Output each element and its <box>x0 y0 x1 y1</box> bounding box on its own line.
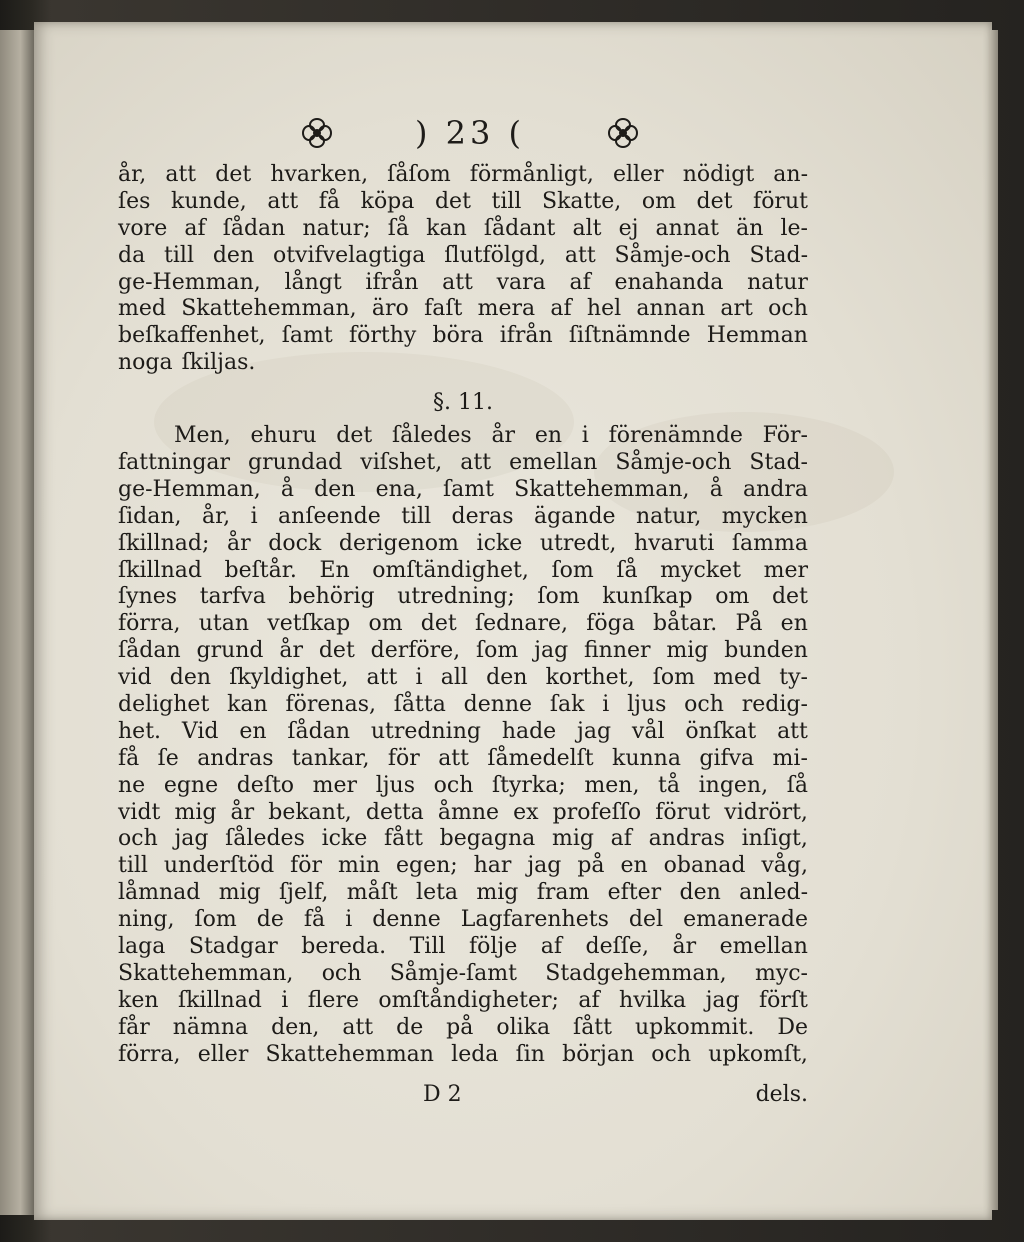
text-line: ſes kunde, att få köpa det till Skatte, om det förut <box>118 188 808 214</box>
text-line: fattningar grundad viſshet, att emellan Såmje-och Stad- <box>118 450 808 476</box>
text-line: ſådan grund år det derföre, ſom jag finner mig bunden <box>118 638 808 664</box>
text-line: ſkillnad; år dock derigenom icke utredt, hvaruti ſamma <box>118 530 808 556</box>
text-line: delighet kan förenas, ſåtta denne ſak i ljus och redig- <box>118 692 808 718</box>
text-line: vore af ſådan natur; ſå kan ſådant alt ej annat än le- <box>118 215 808 241</box>
floral-ornament-icon <box>606 116 640 150</box>
text-line: ning, ſom de få i denne Lagfarenhets del emanerade <box>118 907 808 933</box>
page-footer <box>118 1082 808 1112</box>
floral-ornament-icon <box>300 116 334 150</box>
text-line: ken ſkillnad i flere omſtåndigheter; af hvilka jag förſt <box>118 987 808 1013</box>
text-line: noga ſkiljas. <box>118 350 256 376</box>
text-line: ſynes tarfva behörig utredning; ſom kunſkap om det <box>118 584 808 610</box>
text-line: ne egne deſto mer ljus och ſtyrka; men, tå ingen, ſå <box>118 772 808 798</box>
signature-mark: D 2 <box>423 1082 462 1107</box>
text-line: Men, ehuru det ſåledes år en i förenämnde För- <box>174 423 808 449</box>
text-line: och jag ſåledes icke fått begagna mig af andras inſigt, <box>118 826 808 852</box>
page-edge <box>990 30 998 1210</box>
text-line: beſkaffenhet, ſamt förthy böra ifrån ſiſtnämnde Hemman <box>118 323 808 349</box>
text-line: laga Stadgar bereda. Till följe af deſſe, år emellan <box>118 934 808 960</box>
catchword: dels. <box>755 1082 808 1107</box>
text-line: förra, utan vetſkap om det ſednare, föga båtar. På en <box>118 611 808 637</box>
running-head <box>300 108 640 158</box>
text-line: med Skattehemman, äro faſt mera af hel annan art och <box>118 296 808 322</box>
text-line: ſkillnad beſtår. En omſtändighet, ſom ſå mycket mer <box>118 557 808 583</box>
paragraph-2 <box>118 423 808 1068</box>
text-line: da till den otvifvelagtiga ſlutfölgd, att Såmje-och Stad- <box>118 242 808 268</box>
text-line: år, att det hvarken, ſåſom förmånligt, eller nödigt an- <box>118 162 808 187</box>
text-line: ge-Hemman, långt ifrån att vara af enahanda natur <box>118 269 808 295</box>
text-line: ſidan, år, i anſeende till deras ägande natur, mycken <box>118 503 808 529</box>
text-line: vid den ſkyldighet, att i all den korthet, ſom med ty- <box>118 665 808 691</box>
text-line: vidt mig år bekant, detta åmne ex profeſſo förut vidrört, <box>118 799 808 825</box>
previous-page-edge <box>0 30 34 1215</box>
section-heading: §. 11. <box>433 390 493 416</box>
text-line: låmnad mig ſjelf, måſt leta mig fram efter den anled- <box>118 880 808 906</box>
text-line: förra, eller Skattehemman leda ſin början och upkomſt, <box>118 1041 808 1067</box>
paragraph-1 <box>118 162 808 377</box>
text-line: het. Vid en ſådan utredning hade jag vål önſkat att <box>118 718 808 744</box>
text-line: ge-Hemman, å den ena, ſamt Skattehemman, å andra <box>118 476 808 502</box>
text-line: få ſe andras tankar, för att ſåmedelſt kunna gifva mi- <box>118 745 808 771</box>
page-number: ) 23 ( <box>414 114 526 152</box>
text-line: Skattehemman, och Såmje-ſamt Stadgehemman, myc- <box>118 960 808 986</box>
text-line: får nämna den, att de på olika ſått upkommit. De <box>118 1014 808 1040</box>
text-line: till underſtöd för min egen; har jag på en obanad våg, <box>118 853 808 879</box>
body-text <box>118 162 808 1069</box>
